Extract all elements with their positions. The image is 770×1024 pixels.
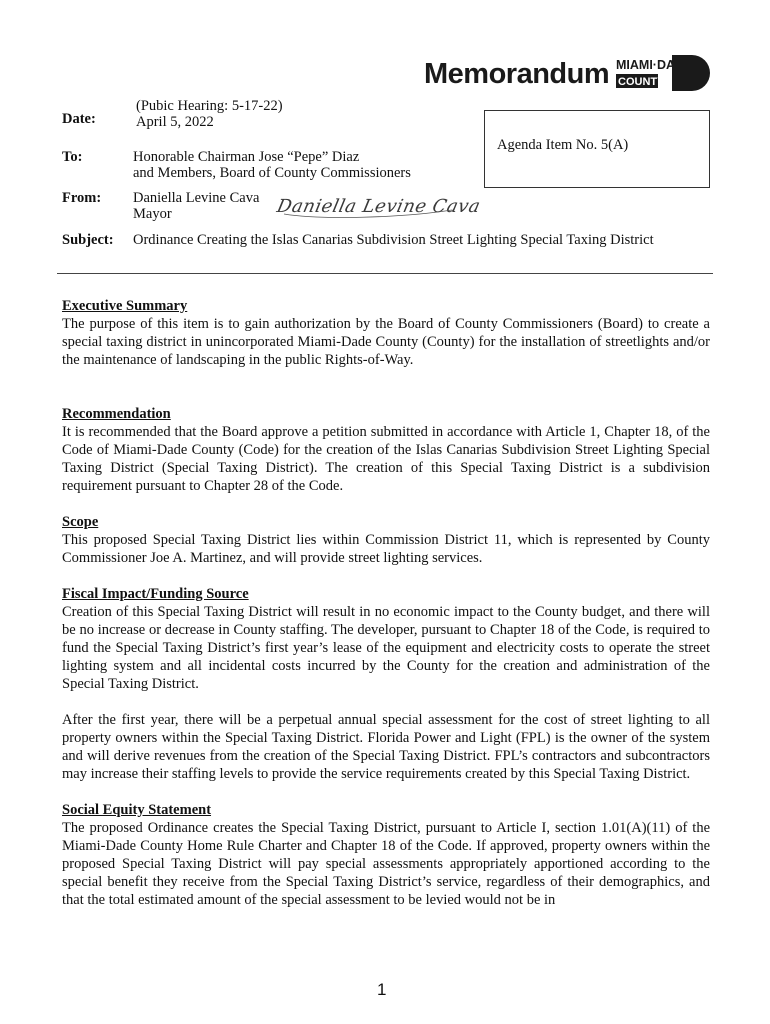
executive-summary-text: The purpose of this item is to gain authorization by the Board of County Commissioners (Board) to create a special taxing district in unincorporated Miami-Dade County (County) for the installation of streetlights and/or the maintenance of landscaping in the public Rights-of-Way.	[62, 316, 710, 368]
memo-title: Memorandum	[424, 58, 610, 90]
mayor-signature	[274, 184, 483, 224]
public-hearing-note: (Pubic Hearing: 5-17-22)	[136, 98, 283, 114]
page-number: 1	[377, 980, 387, 999]
recommendation-text: It is recommended that the Board approve a petition submitted in accordance with Article 1, Chapter 18, of the Code of Miami-Dade County (Code) for the creation of the Islas Canarias Subdivision Street Lighting Special Taxing District (Special Taxing District). The creation of this Special Taxing District is a subdivision requirement pursuant to Chapter 28 of the Code.	[62, 424, 710, 494]
memo-body	[62, 297, 710, 909]
executive-summary-heading: Executive Summary	[62, 298, 188, 314]
to-label: To:	[62, 149, 83, 165]
scope-text: This proposed Special Taxing District lies within Commission District 11, which is represented by County Commissioner Joe A. Martinez, and will provide street lighting services.	[62, 532, 710, 566]
subject-label: Subject:	[62, 232, 114, 248]
to-line-1: Honorable Chairman Jose “Pepe” Diaz	[133, 149, 360, 165]
signature-script: Daniella Levine Cava	[274, 196, 483, 217]
header-divider	[57, 273, 713, 274]
from-line-2: Mayor	[133, 206, 172, 222]
fiscal-impact-text-2: After the first year, there will be a perpetual annual special assessment for the cost of street lighting to all property owners within the Special Taxing District. Florida Power and Light (FPL) is the owner of the system and will derive revenues from the creation of the Special Taxing District. FPL’s contractors and subcontractors may increase their staffing levels to provide the service requirements created by this Special Taxing District.	[62, 712, 710, 782]
logo-line1: MIAMI·DADE	[616, 58, 693, 72]
fiscal-impact-heading: Fiscal Impact/Funding Source	[62, 586, 249, 602]
to-line-2: and Members, Board of County Commissioners	[133, 165, 411, 181]
scope-heading: Scope	[62, 514, 99, 530]
social-equity-heading: Social Equity Statement	[62, 802, 212, 818]
agenda-item-box	[484, 110, 710, 188]
recommendation-heading: Recommendation	[62, 406, 171, 422]
miami-dade-logo	[614, 53, 708, 93]
logo-line2: COUNTY	[618, 76, 665, 88]
from-line-1: Daniella Levine Cava	[133, 190, 260, 206]
fiscal-impact-text-1: Creation of this Special Taxing District will result in no economic impact to the County budget, and there will be no increase or decrease in County staffing. The developer, pursuant to Chapter 18 of the Code, is required to fund the Special Taxing District’s first year’s lease of the equipment and electricity costs to operate the street lighting system and all incidental costs incurred by the County for the creation and administration of the Special Taxing District.	[62, 604, 710, 692]
social-equity-text: The proposed Ordinance creates the Special Taxing District, pursuant to Article I, section 1.01(A)(11) of the Miami-Dade County Home Rule Charter and Chapter 18 of the Code. If approved, property owners within the proposed Special Taxing District will pay special assessments appropriately apportioned according to the special benefit they receive from the Special Taxing District’s service, regardless of their demographics, and that the total estimated amount of the special assessment to be levied would not be in	[62, 820, 710, 908]
from-label: From:	[62, 190, 102, 206]
subject-value: Ordinance Creating the Islas Canarias Subdivision Street Lighting Special Taxing District	[133, 232, 654, 248]
agenda-item-number: Agenda Item No. 5(A)	[497, 137, 629, 153]
date-label: Date:	[62, 111, 96, 127]
date-value: April 5, 2022	[136, 114, 214, 130]
